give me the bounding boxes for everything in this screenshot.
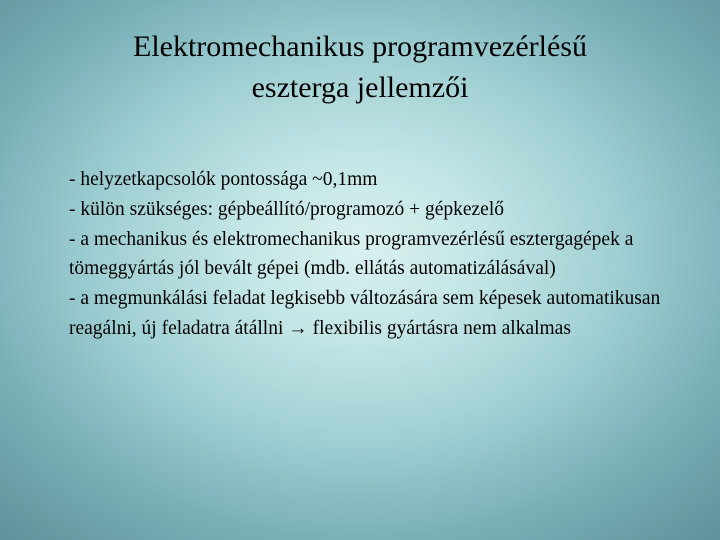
- bullet-list: [69, 165, 689, 344]
- bullet-item-flexibility: - a megmunkálási feladat legkisebb változására sem képesek automatikusan reagálni, új feladatra átállni → flexibilis gyártásra nem alkalmas: [69, 288, 661, 339]
- bullet-item-staff: - külön szükséges: gépbeállító/programozó + gépkezelő: [69, 198, 504, 220]
- slide-title: [40, 26, 680, 108]
- slide-title-line-2: eszterga jellemzői: [251, 71, 469, 104]
- bullet-item-mass-production: - a mechanikus és elektromechanikus programvezérlésű esztergagépek a tömeggyártás jól bevált gépei (mdb. ellátás automatizálásával): [69, 228, 634, 280]
- slide-title-line-1: Elektromechanikus programvezérlésű: [133, 30, 587, 63]
- bullet-item-accuracy: - helyzetkapcsolók pontossága ~0,1mm: [69, 169, 378, 190]
